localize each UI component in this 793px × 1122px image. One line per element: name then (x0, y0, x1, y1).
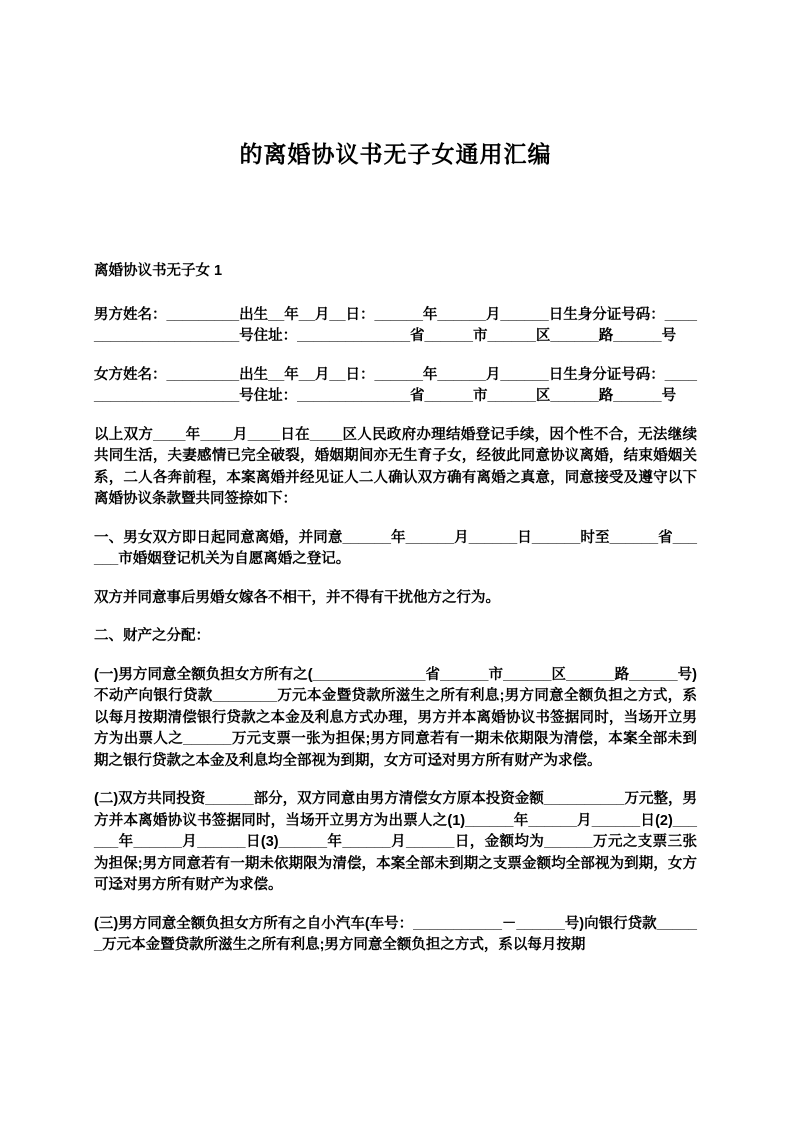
document-title: 的离婚协议书无子女通用汇编 (239, 141, 552, 167)
paragraph-clause-two-heading: 二、财产之分配： (94, 628, 210, 644)
paragraph-doc-subtitle: 离婚协议书无子女 1 (94, 263, 223, 279)
document-body (94, 261, 697, 957)
paragraph-mutual-agreement: 双方并同意事后男婚女嫁各不相干，并不得有干扰他方之行为。 (94, 589, 500, 606)
paragraph-property-item-3: (三)男方同意全额负担女方所有之自小汽车(车号：___________－______号)向银行贷款______万元本金暨贷款所滋生之所有利息;男方同意全额负担之方式，系以每月按期 (94, 915, 697, 953)
paragraph-clause-one: 一、男女双方即日起同意离婚，并同意______年______月______日______时至______省______市婚姻登记机关为自愿离婚之登记。 (94, 529, 697, 567)
paragraph-property-item-1: (一)男方同意全额负担女方所有之(______________省______市______区______路______号)不动产向银行贷款________万元本金暨贷款所滋生之所有利息;男方同意全额负担之方式，系以每月按期清偿银行贷款之本金及利息方式办理，男方并本离婚协议书签据同时，当场开立男方为出票人之______万元支票一张为担保;男方同意若有一期未依期限为清偿，本案全部未到期之银行贷款之本金及利息均全部视为到期，女方可迳对男方所有财产为求偿。 (94, 666, 697, 769)
paragraph-preamble: 以上双方____年____月____日在____区人民政府办理结婚登记手续，因个性不合，无法继续共同生活，夫妻感情已完全破裂，婚姻期间亦无生育子女，经彼此同意协议离婚，结束婚姻关系，二人各奔前程，本案离婚并经见证人二人确认双方确有离婚之真意，同意接受及遵守以下离婚协议条款暨共同签捺如下： (94, 426, 697, 507)
paragraph-husband-info: 男方姓名：_________出生__年__月__日：______年______月______日生身分证号码：______________________号住址：______________省______市______区______路______号 (94, 306, 697, 344)
paragraph-wife-info: 女方姓名：_________出生__年__月__日：______年______月______日生身分证号码：______________________号住址：______________省______市______区______路______号 (94, 366, 697, 404)
paragraph-property-item-2: (二)双方共同投资______部分，双方同意由男方清偿女方原本投资金额__________万元整，男方并本离婚协议书签据同时，当场开立男方为出票人之(1)______年______月______日(2)______年______月______日(3)______年______月______日，金额均为______万元之支票三张为担保;男方同意若有一期未依期限为清偿，本案全部未到期之支票金额均全部视为到期，女方可迳对男方所有财产为求偿。 (94, 791, 697, 893)
